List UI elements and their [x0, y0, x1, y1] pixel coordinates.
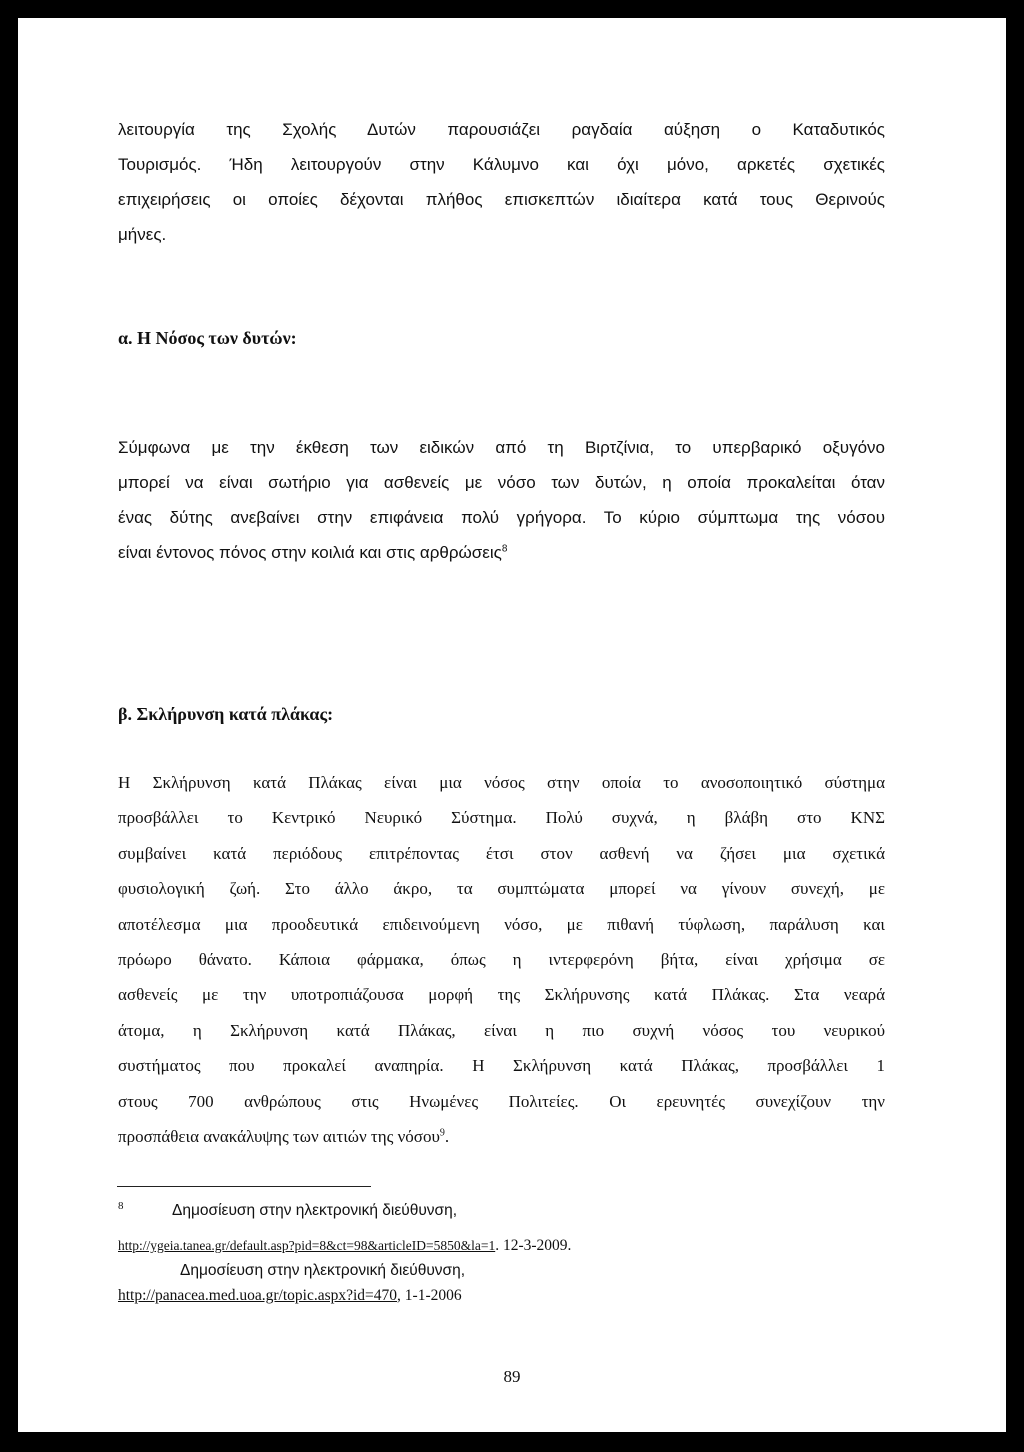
- intro-line-2: Τουρισμός. Ήδη λειτουργούν στην Κάλυμνο και όχι μόνο, αρκετές σχετικές: [118, 155, 885, 174]
- section-a-line-3: ένας δύτης ανεβαίνει στην επιφάνεια πολύ γρήγορα. Το κύριο σύμπτωμα της νόσου: [118, 508, 885, 527]
- section-b-line-6: πρόωρο θάνατο. Κάποια φάρμακα, όπως η ιντερφερόνη βήτα, είναι χρήσιμα σε: [118, 949, 885, 969]
- section-b-line-10: στους 700 ανθρώπους στις Ηνωμένες Πολιτείες. Οι ερευνητές συνεχίζουν την: [118, 1091, 885, 1111]
- footnote-separator: [117, 1186, 371, 1187]
- section-b-heading: β. Σκλήρυνση κατά πλάκας:: [118, 704, 334, 724]
- footnote-ref-8: 8: [501, 543, 508, 555]
- footnote-9-line-2: [118, 1284, 818, 1308]
- document-page: [18, 18, 1006, 1432]
- section-a-line-1: Σύμφωνα με την έκθεση των ειδικών από τη Βιρτζίνια, το υπερβαρικό οξυγόνο: [118, 438, 885, 457]
- intro-line-4: μήνες.: [118, 225, 167, 244]
- section-b-line-4: φυσιολογική ζωή. Στο άλλο άκρο, τα συμπτώματα μπορεί να γίνουν συνεχή, με: [118, 879, 885, 899]
- section-b-line-8: άτομα, η Σκλήρυνση κατά Πλάκας, είναι η πιο συχνή νόσος του νευρικού: [118, 1020, 885, 1040]
- section-b-line-3: συμβαίνει κατά περιόδους επιτρέποντας έτσι στον ασθενή να ζήσει μια σχετικά: [118, 843, 885, 863]
- section-a-line-4: [118, 535, 885, 570]
- intro-line-3: επιχειρήσεις οι οποίες δέχονται πλήθος επισκεπτών ιδιαίτερα κατά τους Θερινούς: [118, 190, 885, 209]
- intro-paragraph: [118, 112, 885, 252]
- footnote-8-link[interactable]: http://ygeia.tanea.gr/default.asp?pid=8&ct=98&articleID=5850&la=1: [118, 1238, 496, 1253]
- section-a-heading: α. Η Νόσος των δυτών:: [118, 328, 297, 348]
- section-b-line-1: Η Σκλήρυνση κατά Πλάκας είναι μια νόσος στην οποία το ανοσοποιητικό σύστημα: [118, 773, 885, 792]
- intro-line-1: λειτουργία της Σχολής Δυτών παρουσιάζει ραγδαία αύξηση ο Καταδυτικός: [118, 120, 885, 139]
- section-a-line-2: μπορεί να είναι σωτήριο για ασθενείς με νόσο των δυτών, η οποία προκαλείται όταν: [118, 473, 885, 492]
- section-b-line-9: συστήματος που προκαλεί αναπηρία. Η Σκλήρυνση κατά Πλάκας, προσβάλλει 1: [118, 1056, 885, 1076]
- section-b-line-5: αποτέλεσμα μια προοδευτικά επιδεινούμενη νόσο, με πιθανή τύφλωση, παράλυση και: [118, 914, 885, 934]
- section-b-line-2: προσβάλλει το Κεντρικό Νευρικό Σύστημα. Πολύ συχνά, η βλάβη στο ΚΝΣ: [118, 808, 885, 828]
- section-a-line-4-text: είναι έντονος πόνος στην κοιλιά και στις αρθρώσεις: [118, 543, 502, 562]
- section-b-line-7: ασθενείς με την υποτροπιάζουσα μορφή της Σκλήρυνσης κατά Πλάκας. Στα νεαρά: [118, 985, 885, 1005]
- footnote-8-line-1: 8 Δημοσίευση στην ηλεκτρονική διεύθυνση,: [118, 1199, 458, 1219]
- footnote-9-line-1: [180, 1259, 880, 1283]
- footnote-9-date: , 1-1-2006: [397, 1287, 462, 1304]
- footnote-8-date: . 12-3-2009.: [495, 1237, 572, 1254]
- section-b-end-period: .: [444, 1126, 450, 1146]
- section-b-line-11: [118, 1119, 885, 1154]
- section-b-line-11-text: προσπάθεια ανακάλυψης των αιτιών της νόσου: [118, 1126, 440, 1146]
- footnote-8-line-2: [118, 1235, 818, 1257]
- section-a-paragraph: [118, 430, 885, 570]
- footnote-ref-9: 9: [439, 1127, 445, 1139]
- page-number: 89: [503, 1367, 521, 1386]
- footnote-8-text: Δημοσίευση στην ηλεκτρονική διεύθυνση,: [172, 1202, 458, 1219]
- footnote-9-link[interactable]: http://panacea.med.uoa.gr/topic.aspx?id=470: [118, 1287, 398, 1304]
- footnote-9-text: Δημοσίευση στην ηλεκτρονική διεύθυνση,: [180, 1262, 466, 1279]
- section-b-paragraph: [118, 765, 885, 1154]
